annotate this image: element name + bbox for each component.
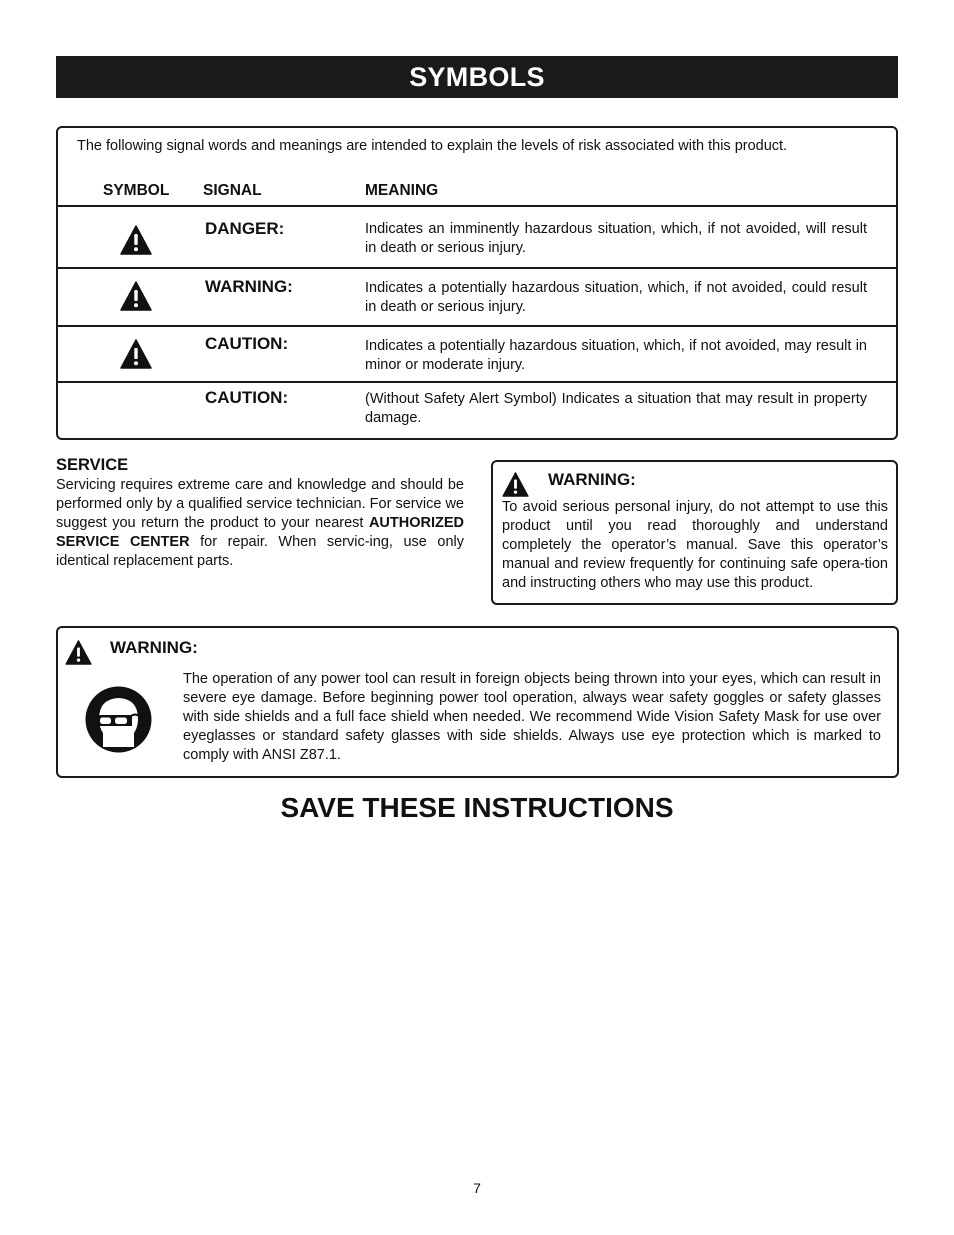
service-text: Servicing requires extreme care and knowledge and should be performed only by a qualified service technician. For service we suggest you return the product to your nearest AUTHORIZED SERVICE CENTER for repair. When servic-ing, use only identical replacement parts.	[56, 477, 464, 569]
column-header-symbol: SYMBOL	[103, 182, 170, 199]
safety-alert-icon	[120, 339, 152, 369]
warning-text: To avoid serious personal injury, do not attempt to use this product until you read thoroughly and understand completely the operator’s manual. Save this operator’s manual and review frequently for continuing safe opera-tion and instructing others who may use this product.	[502, 499, 888, 591]
signal-word: DANGER:	[205, 219, 285, 238]
signal-word: WARNING:	[205, 277, 293, 296]
table-row	[58, 383, 896, 438]
service-heading: SERVICE	[56, 456, 129, 474]
safety-goggles-icon	[85, 686, 152, 753]
symbols-table	[56, 126, 898, 440]
warning-heading: WARNING:	[110, 638, 198, 657]
page-number: 7	[473, 1180, 481, 1196]
authorized-service-center: AUTHORIZED SERVICE CENTER	[56, 515, 464, 550]
safety-alert-icon	[65, 640, 92, 665]
intro-text: The following signal words and meanings are intended to explain the levels of risk associated with this product.	[77, 138, 788, 154]
signal-meaning: Indicates an imminently hazardous situation, which, if not avoided, will result in death or serious injury.	[365, 221, 867, 256]
page-title: SYMBOLS	[56, 56, 898, 98]
warning-eye-box	[56, 626, 899, 778]
safety-alert-icon	[502, 472, 529, 497]
column-header-signal: SIGNAL	[203, 182, 262, 199]
safety-alert-icon	[120, 281, 152, 311]
warning-manual-box	[491, 460, 898, 605]
save-instructions-heading: SAVE THESE INSTRUCTIONS	[280, 792, 674, 823]
safety-alert-icon	[120, 225, 152, 255]
warning-heading: WARNING:	[548, 470, 636, 489]
signal-word: CAUTION:	[205, 388, 289, 407]
signal-meaning: (Without Safety Alert Symbol) Indicates a situation that may result in property damage.	[365, 391, 867, 426]
table-row	[58, 269, 896, 325]
table-row	[58, 327, 896, 381]
warning-text: The operation of any power tool can result in foreign objects being thrown into your eyes, which can result in severe eye damage. Before beginning power tool operation, always wear safety goggles or safety glasses with side shields and a full face shield when needed. We recommend Wide Vision Safety Mask for use over eyeglasses or standard safety glasses with side shields. Always use eye protection which is marked to comply with ANSI Z87.1.	[183, 671, 881, 763]
table-row	[58, 207, 896, 267]
signal-meaning: Indicates a potentially hazardous situation, which, if not avoided, may result in minor or moderate injury.	[365, 338, 867, 373]
signal-word: CAUTION:	[205, 334, 289, 353]
signal-meaning: Indicates a potentially hazardous situation, which, if not avoided, could result in death or serious injury.	[365, 280, 867, 315]
column-header-meaning: MEANING	[365, 182, 439, 199]
